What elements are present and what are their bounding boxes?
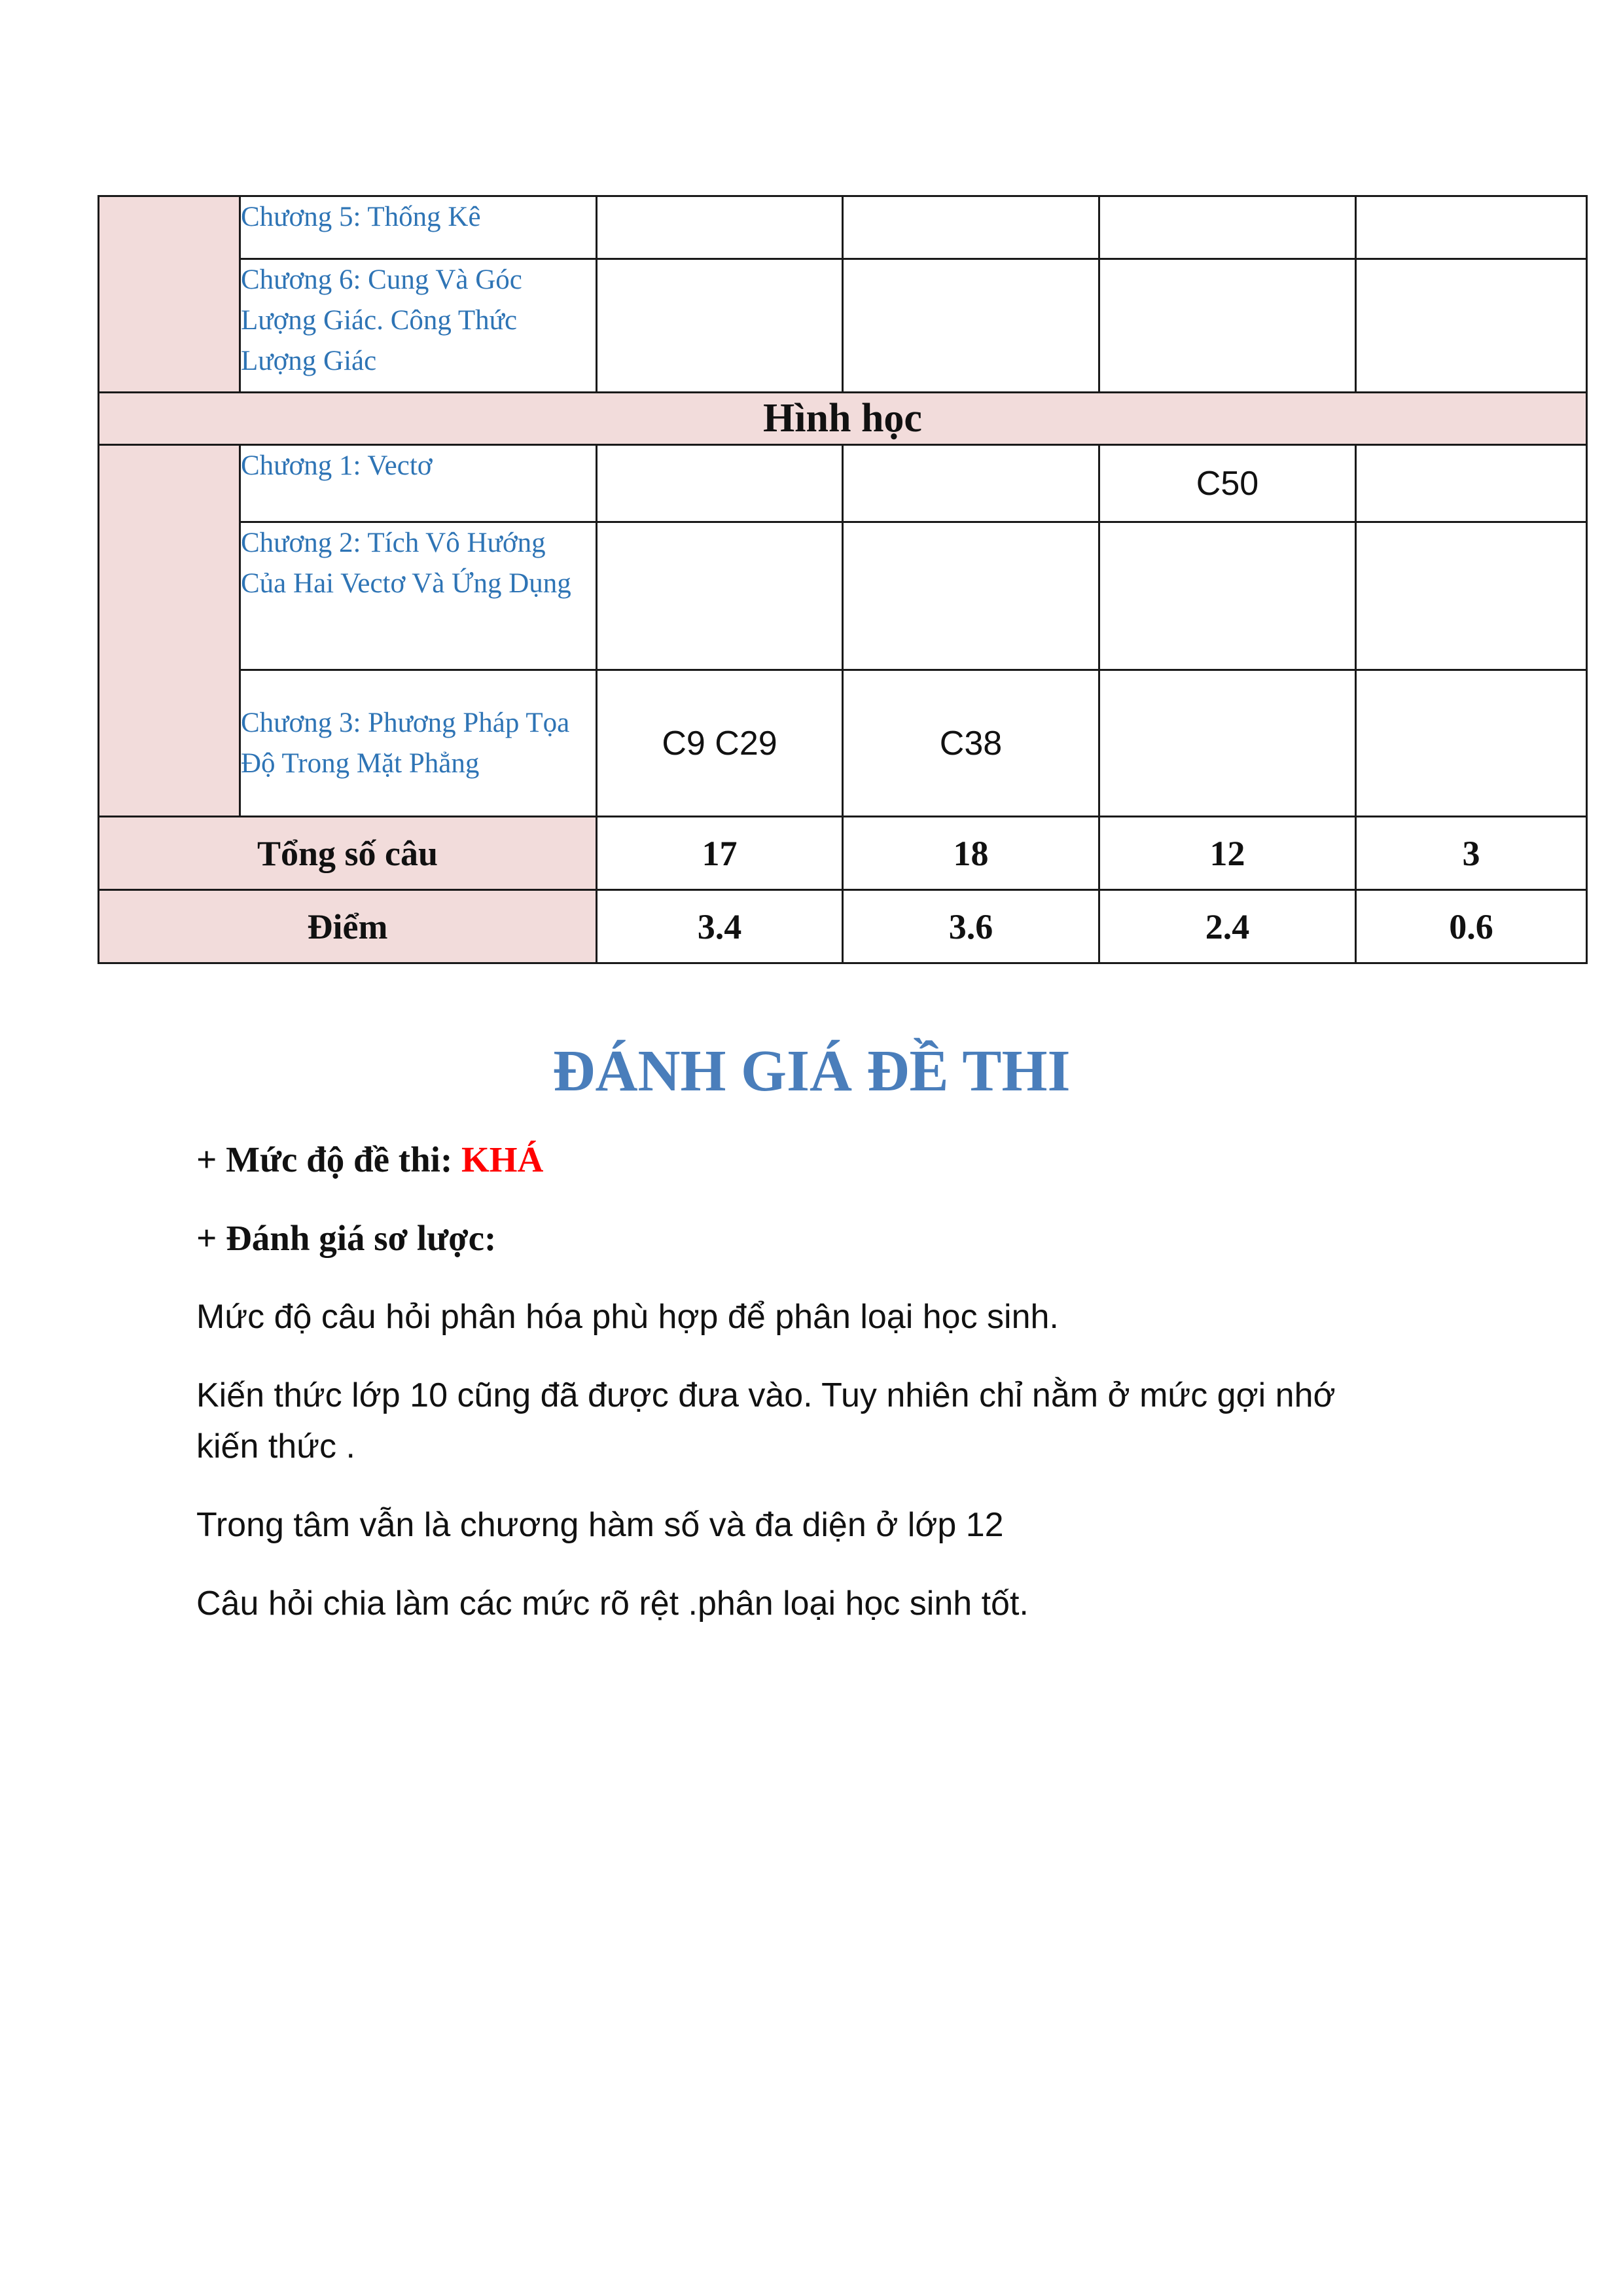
total-value: 17 (597, 817, 843, 890)
count-cell (843, 445, 1099, 522)
total-value: 12 (1099, 817, 1356, 890)
paragraph: Câu hỏi chia làm các mức rõ rệt .phân loại học sinh tốt. (196, 1585, 1029, 1623)
count-cell (843, 196, 1099, 259)
score-row (99, 890, 1587, 963)
count-cell: C50 (1099, 445, 1356, 522)
difficulty-label: + Mức độ đề thi: (196, 1139, 453, 1179)
chapter-label: Chương 3: Phương Pháp Tọa Độ Trong Mặt Phẳng (240, 670, 597, 817)
count-cell (597, 445, 843, 522)
count-cell: C9 C29 (597, 670, 843, 817)
paragraph: Mức độ câu hỏi phân hóa phù hợp để phân loại học sinh. (196, 1298, 1059, 1336)
section-title: Hình học (99, 393, 1587, 445)
difficulty-value: KHÁ (461, 1139, 544, 1179)
chapter-label: Chương 6: Cung Và Góc Lượng Giác. Công Thức Lượng Giác (240, 259, 597, 393)
total-value: 18 (843, 817, 1099, 890)
difficulty-line (196, 1139, 543, 1180)
table-row (99, 445, 1587, 522)
table-row (99, 670, 1587, 817)
table-row (99, 259, 1587, 393)
count-cell (597, 196, 843, 259)
total-value: 3 (1356, 817, 1587, 890)
count-cell (843, 522, 1099, 670)
count-cell (1356, 196, 1587, 259)
paragraph: Trong tâm vẫn là chương hàm số và đa diện ở lớp 12 (196, 1506, 1004, 1544)
count-cell (1099, 196, 1356, 259)
group-label-cell (99, 445, 240, 817)
summary-label: + Đánh giá sơ lược: (196, 1218, 497, 1258)
question-matrix-table (98, 195, 1588, 964)
table-row (99, 196, 1587, 259)
score-value: 0.6 (1356, 890, 1587, 963)
count-cell (1099, 522, 1356, 670)
total-row (99, 817, 1587, 890)
count-cell (1099, 670, 1356, 817)
count-cell (597, 522, 843, 670)
count-cell: C38 (843, 670, 1099, 817)
chapter-label: Chương 2: Tích Vô Hướng Của Hai Vectơ Và Ứng Dụng (240, 522, 597, 670)
total-label: Tổng số câu (99, 817, 597, 890)
score-label: Điểm (99, 890, 597, 963)
score-value: 3.6 (843, 890, 1099, 963)
count-cell (1356, 670, 1587, 817)
paragraph: Kiến thức lớp 10 cũng đã được đưa vào. Tuy nhiên chỉ nằm ở mức gợi nhớ (196, 1376, 1336, 1414)
score-value: 3.4 (597, 890, 843, 963)
count-cell (1099, 259, 1356, 393)
chapter-label: Chương 1: Vectơ (240, 445, 597, 522)
chapter-label: Chương 5: Thống Kê (240, 196, 597, 259)
score-value: 2.4 (1099, 890, 1356, 963)
count-cell (843, 259, 1099, 393)
count-cell (597, 259, 843, 393)
count-cell (1356, 259, 1587, 393)
evaluation-title: ĐÁNH GIÁ ĐỀ THI (552, 1039, 1071, 1103)
count-cell (1356, 522, 1587, 670)
paragraph: kiến thức . (196, 1427, 355, 1465)
group-label-cell (99, 196, 240, 393)
table-row (99, 522, 1587, 670)
count-cell (1356, 445, 1587, 522)
section-header-row (99, 393, 1587, 445)
